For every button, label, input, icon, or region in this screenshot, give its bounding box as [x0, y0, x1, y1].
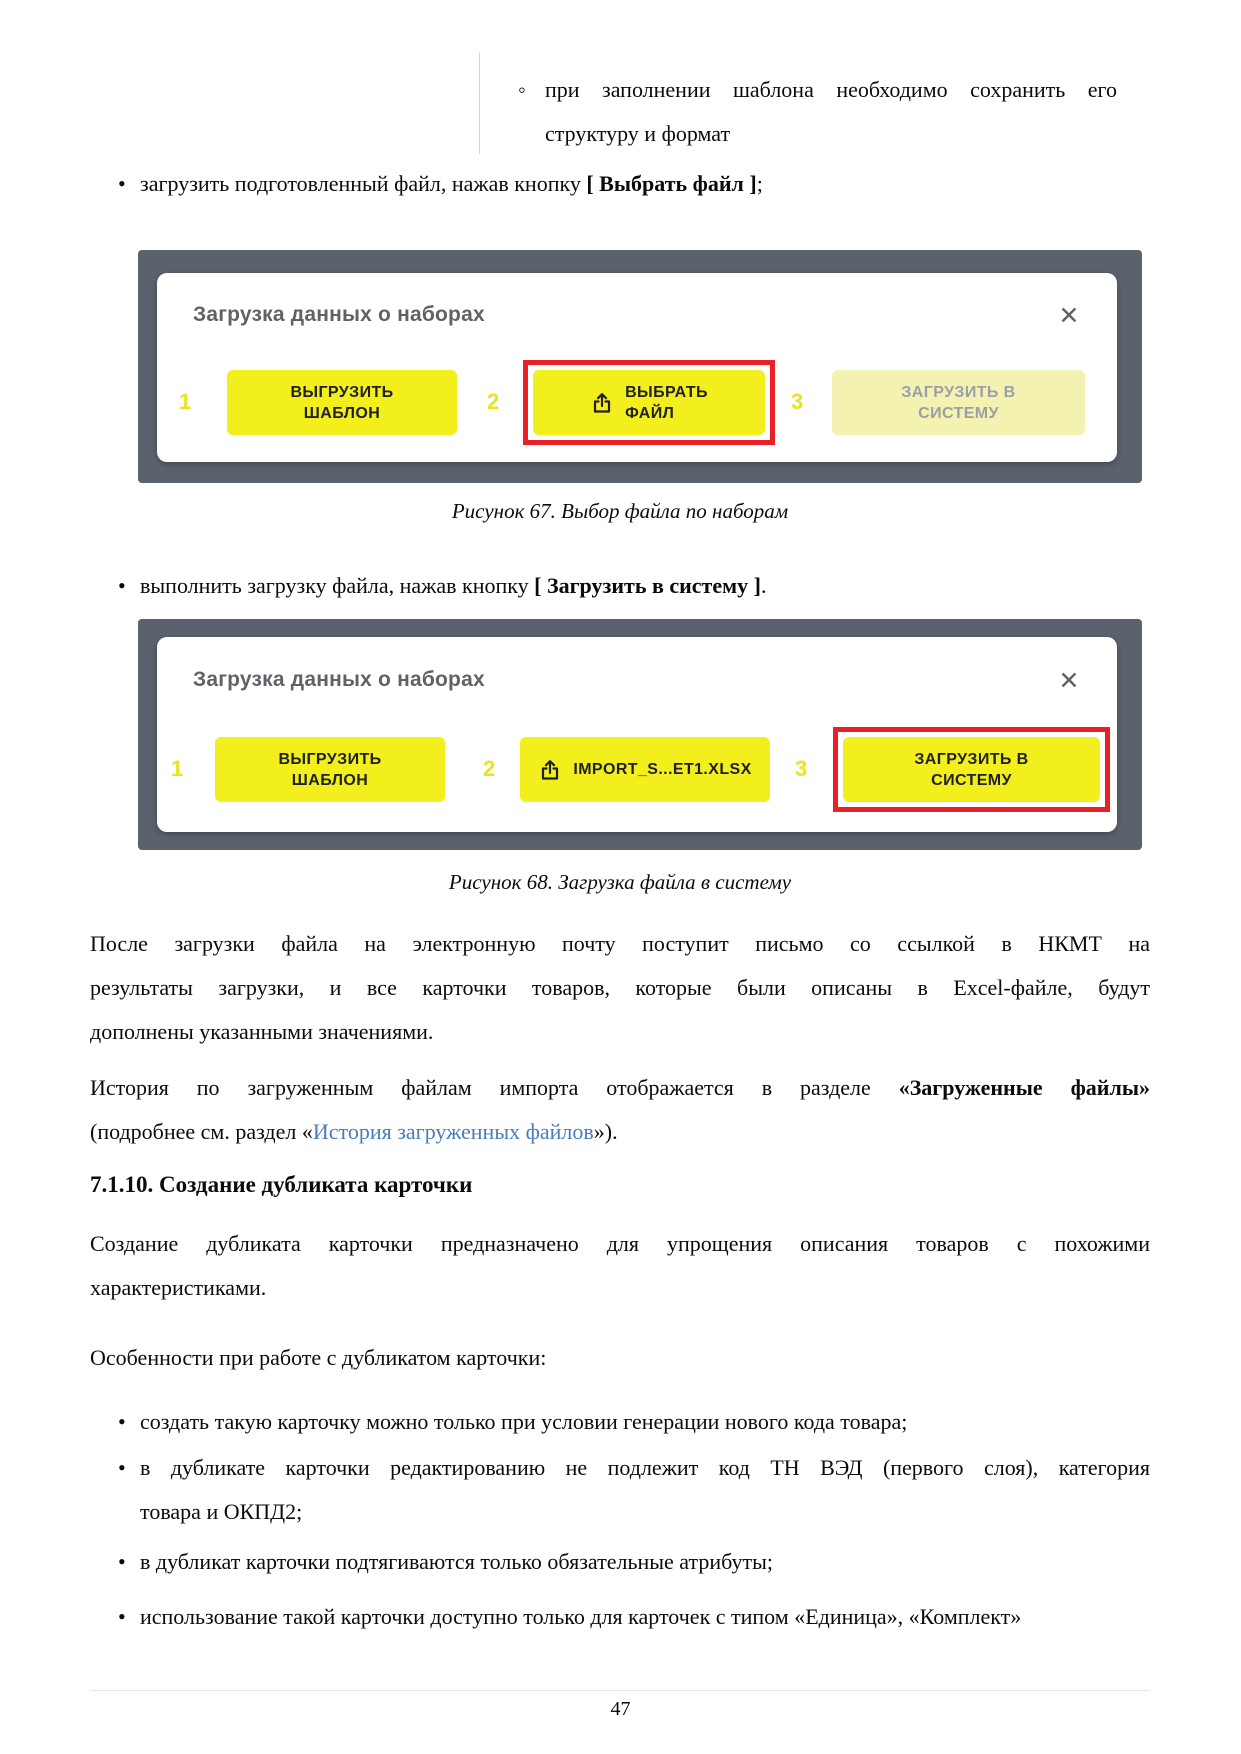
feature-text: использование такой карточки доступно только для карточек с типом «Единица», «Комплект»: [140, 1604, 1022, 1629]
dot-bullet-icon: •: [118, 171, 126, 196]
upload-dialog: [157, 273, 1117, 462]
file-name-label: IMPORT_S...ET1.XLSX: [573, 761, 752, 778]
button-label: ШАБЛОН: [303, 404, 381, 422]
step-text: .: [760, 573, 767, 598]
button-label: ВЫГРУЗИТЬ: [278, 750, 382, 768]
dot-bullet-icon: •: [118, 573, 126, 598]
sub-note-line: при заполнении шаблона необходимо сохранить его: [545, 77, 1117, 102]
upload-icon: [590, 391, 614, 415]
highlight-box: [833, 727, 1110, 812]
selected-file-button[interactable]: [520, 737, 770, 802]
paragraph-history: [90, 1066, 1150, 1154]
step-text: загрузить подготовленный файл, нажав кнопку: [140, 171, 587, 196]
step-number-2: 2: [487, 389, 500, 414]
sub-note: [518, 68, 1117, 156]
upload-dialog: [157, 637, 1117, 832]
step-bullet-upload: [118, 564, 1150, 608]
page-number: 47: [610, 1698, 631, 1720]
step-number-1: 1: [179, 389, 192, 414]
feature-text: создать такую карточку можно только при условии генерации нового кода товара;: [140, 1409, 908, 1434]
figure-68-screenshot: [138, 619, 1142, 850]
paragraph-line: дополнены указанными значениями.: [90, 1019, 434, 1044]
upload-icon: [538, 758, 562, 782]
link-history-uploaded-files[interactable]: История загруженных файлов: [312, 1119, 594, 1144]
close-icon[interactable]: ✕: [1058, 302, 1080, 330]
step-number-3: 3: [791, 389, 804, 414]
step-text: выполнить загрузку файла, нажав кнопку: [140, 573, 535, 598]
button-label: ФАЙЛ: [625, 404, 675, 422]
section-reference: «Загруженные файлы»: [898, 1075, 1150, 1100]
button-label: ЗАГРУЗИТЬ В: [901, 383, 1016, 401]
button-label: СИСТЕМУ: [918, 404, 999, 422]
close-icon[interactable]: ✕: [1058, 667, 1080, 695]
paragraph-text: История по загруженным файлам импорта отображается в разделе: [90, 1075, 899, 1100]
button-reference: [ Загрузить в систему ]: [534, 573, 761, 598]
section-heading: 7.1.10. Создание дубликата карточки: [90, 1172, 473, 1197]
upload-to-system-button[interactable]: [843, 737, 1100, 802]
dot-bullet-icon: •: [118, 1549, 126, 1574]
paragraph-line: результаты загрузки, и все карточки товаров, которые были описаны в Excel-файле, будут: [90, 975, 1150, 1000]
step-bullet-select-file: [118, 162, 1150, 206]
paragraph-text: »).: [593, 1119, 618, 1144]
paragraph-text: (подробнее см. раздел «: [90, 1119, 313, 1144]
feature-item: [118, 1595, 1150, 1639]
paragraph-features-intro: Особенности при работе с дубликатом карточки:: [90, 1345, 547, 1370]
button-label: СИСТЕМУ: [931, 771, 1012, 789]
feature-text: товара и ОКПД2;: [140, 1499, 303, 1524]
feature-text: в дубликат карточки подтягиваются только обязательные атрибуты;: [140, 1549, 774, 1574]
paragraph-line: После загрузки файла на электронную почту поступит письмо со ссылкой в НКМТ на: [90, 931, 1150, 956]
step-number-1: 1: [171, 756, 184, 781]
dot-bullet-icon: •: [118, 1409, 126, 1434]
feature-item: [118, 1446, 1150, 1534]
button-reference: [ Выбрать файл ]: [586, 171, 757, 196]
button-label: ВЫГРУЗИТЬ: [290, 383, 394, 401]
choose-file-button[interactable]: [533, 370, 765, 435]
download-template-button[interactable]: [227, 370, 457, 435]
download-template-button[interactable]: [215, 737, 445, 802]
paragraph-line: Создание дубликата карточки предназначено для упрощения описания товаров с похожими: [90, 1231, 1150, 1256]
figure-67-screenshot: [138, 250, 1142, 483]
dialog-title: Загрузка данных о наборах: [193, 303, 485, 326]
feature-item: [118, 1400, 1150, 1444]
feature-text: в дубликате карточки редактированию не подлежит код ТН ВЭД (первого слоя), категория: [140, 1455, 1150, 1480]
highlight-box: [523, 360, 775, 445]
step-text: ;: [756, 171, 763, 196]
dot-bullet-icon: •: [118, 1455, 126, 1480]
footer-divider: [90, 1690, 1150, 1691]
paragraph-upload-result: [90, 922, 1150, 1054]
button-label: ШАБЛОН: [291, 771, 369, 789]
paragraph-duplicate-intro: [90, 1222, 1150, 1310]
paragraph-line: характеристиками.: [90, 1275, 267, 1300]
sub-note-line: структуру и формат: [545, 121, 731, 146]
table-cell-border: [479, 52, 480, 154]
dot-bullet-icon: •: [118, 1604, 126, 1629]
button-label: ВЫБРАТЬ: [625, 383, 708, 401]
feature-item: [118, 1540, 1150, 1584]
circle-bullet-icon: ◦: [518, 77, 526, 102]
figure-68-caption: Рисунок 68. Загрузка файла в систему: [448, 870, 792, 894]
figure-67-caption: Рисунок 67. Выбор файла по наборам: [451, 499, 789, 523]
step-number-2: 2: [483, 756, 496, 781]
button-label: ЗАГРУЗИТЬ В: [914, 750, 1029, 768]
upload-to-system-button[interactable]: [832, 370, 1085, 435]
step-number-3: 3: [795, 756, 808, 781]
dialog-title: Загрузка данных о наборах: [193, 668, 485, 691]
